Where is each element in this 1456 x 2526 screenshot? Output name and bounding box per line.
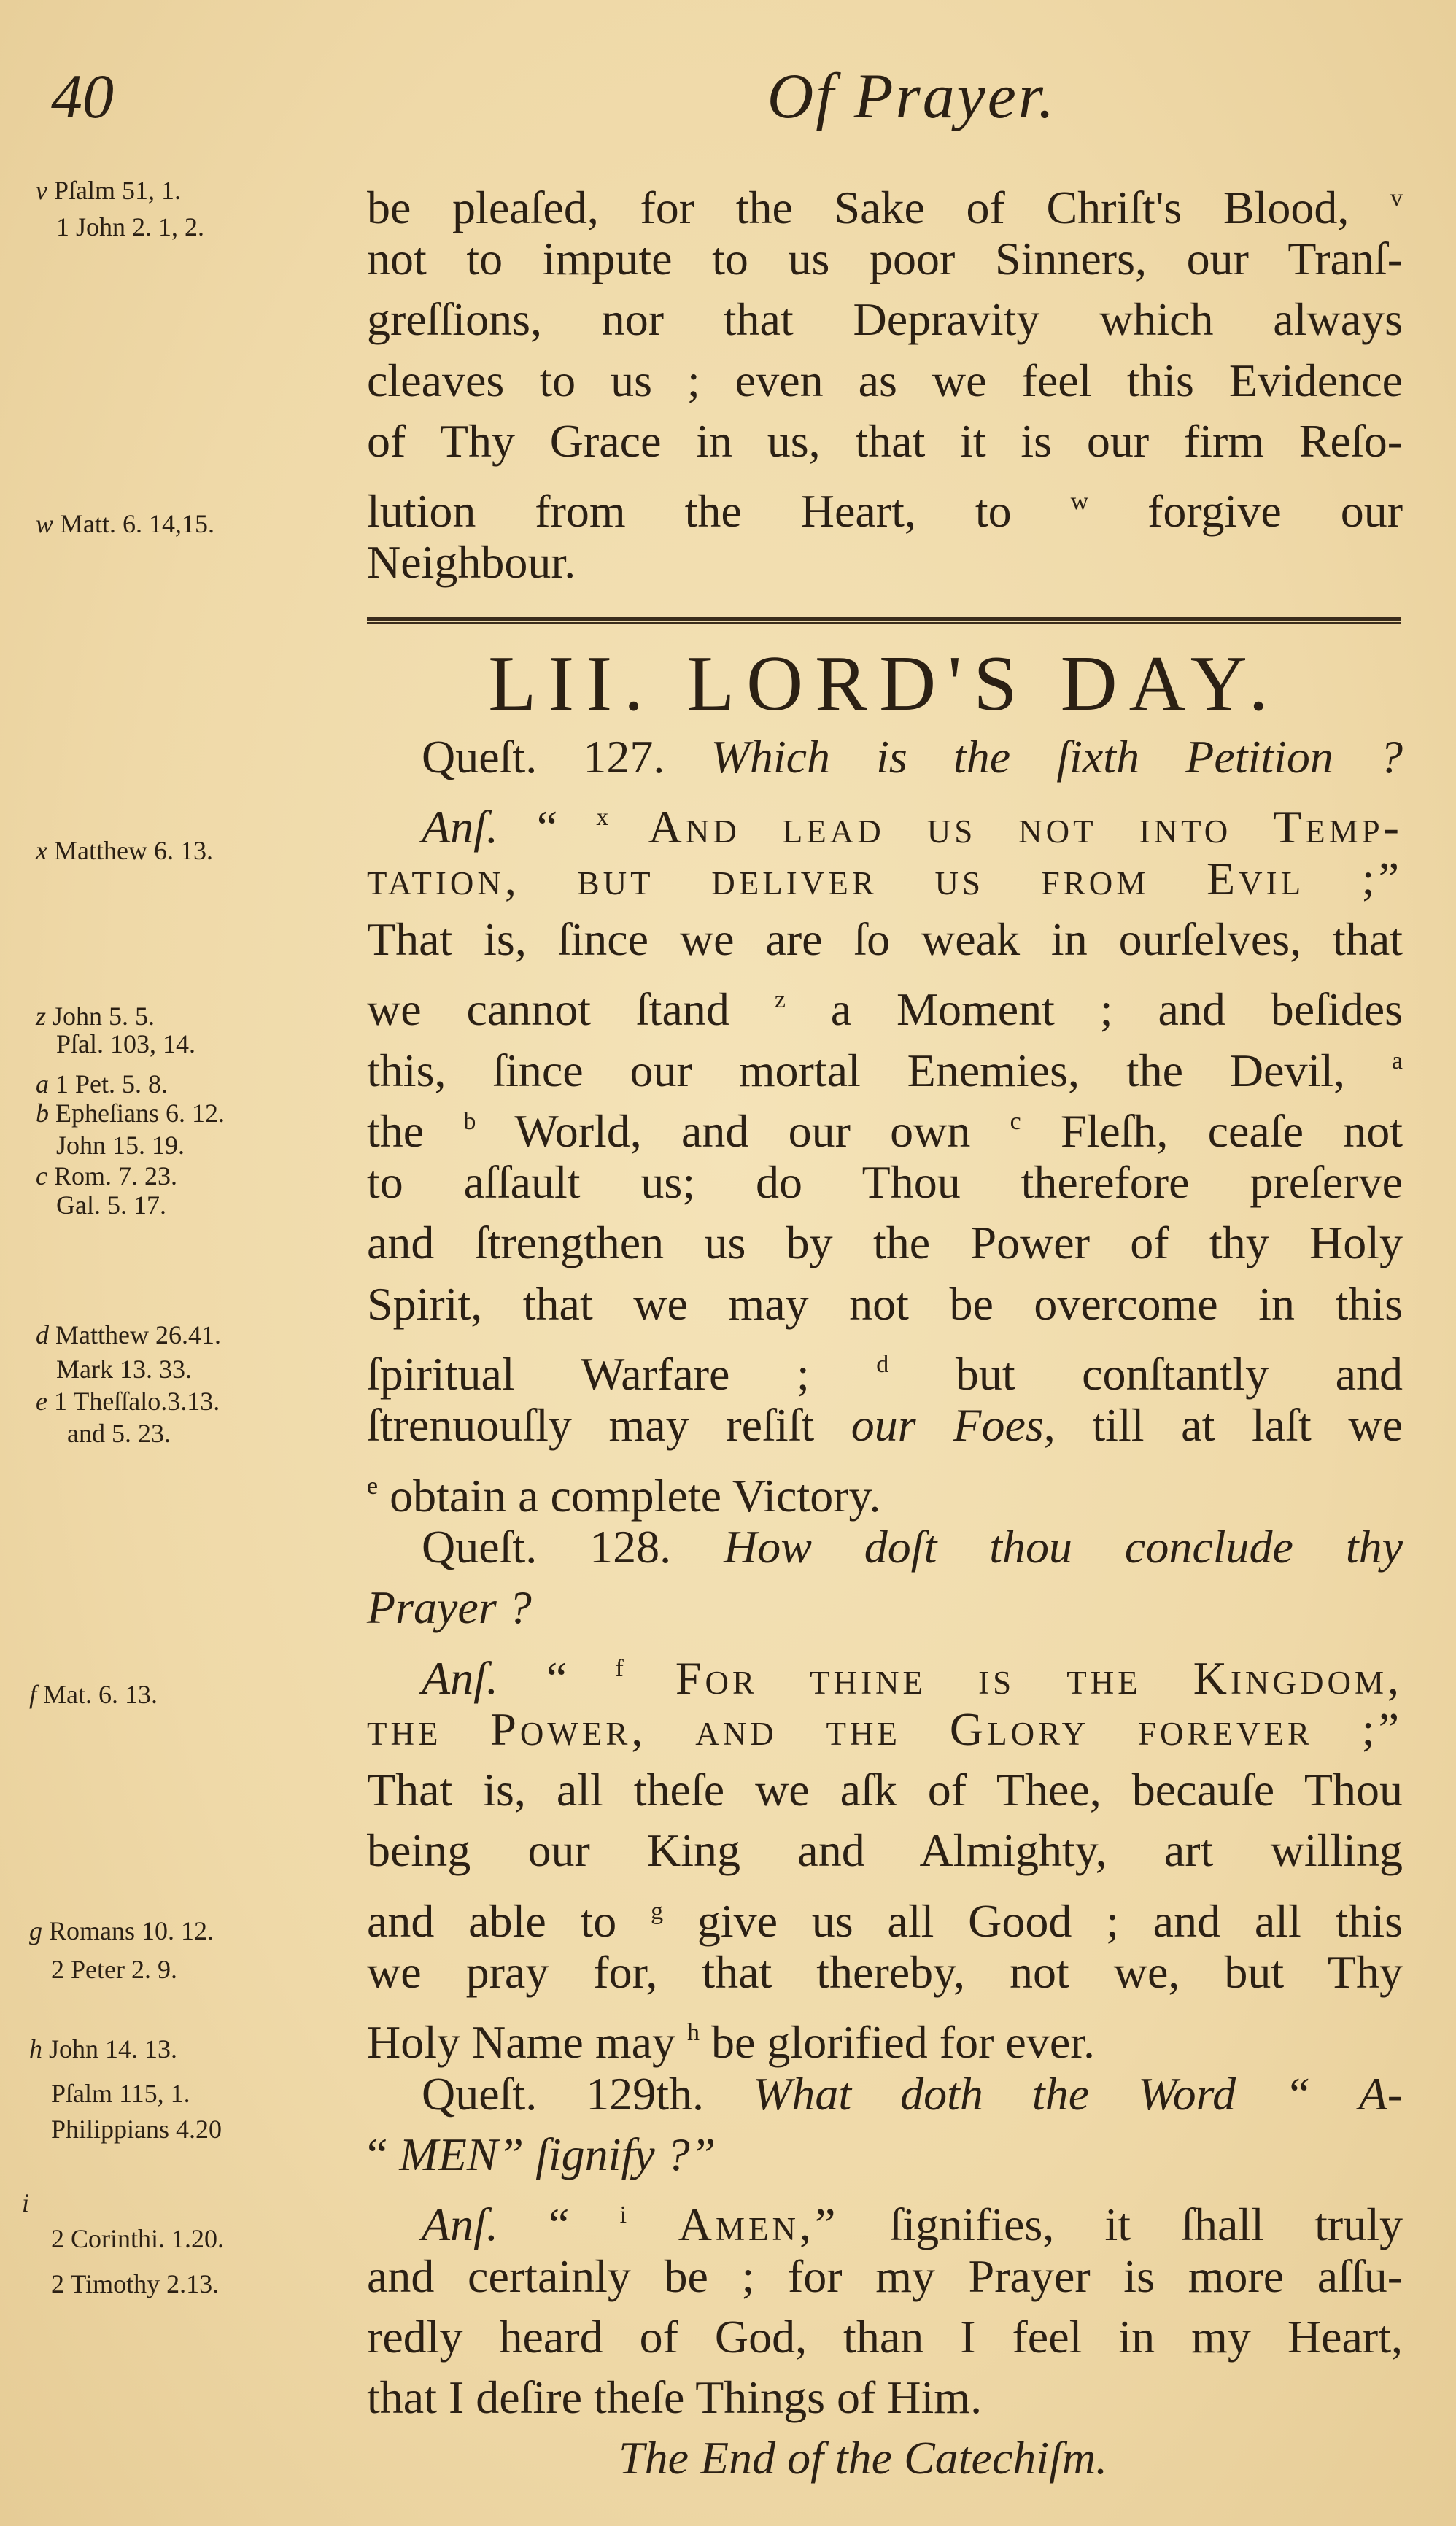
margin-note: Pſal. 103, 14. — [56, 1029, 196, 1058]
margin-note: 2 Timothy 2.13. — [51, 2269, 220, 2298]
text-segment: to aſſault us; do Thou therefore preſerve — [367, 1156, 1403, 1209]
text-segment: and certainly be ; for my Prayer is more aſſu- — [367, 2250, 1403, 2302]
text-line — [367, 2246, 1403, 2306]
text-segment: Prayer ? — [367, 1581, 532, 1634]
footnote-marker: g — [651, 1897, 664, 1925]
text-segment: a Moment ; and beſides — [785, 983, 1403, 1036]
text-line — [367, 2367, 1403, 2428]
text-line — [367, 1577, 1403, 1638]
text-segment: Anſ. — [422, 2198, 498, 2251]
text-line — [367, 1091, 1403, 1157]
footnote-marker: z — [774, 986, 786, 1014]
section-heading: LII. LORD'S DAY. — [488, 640, 1280, 727]
text-segment: Queſt. 127. — [422, 731, 711, 783]
margin-note: f Mat. 6. 13. — [29, 1680, 158, 1709]
text-segment: lution from the Heart, to — [367, 485, 1071, 537]
text-segment: , till at laſt we — [1043, 1399, 1403, 1452]
margin-note: z John 5. 5. — [36, 1002, 155, 1031]
body-text — [367, 0, 1403, 2526]
text-segment: Holy Name may — [367, 2016, 687, 2069]
text-segment: the Power, and the Glory forever ;” — [367, 1702, 1403, 1755]
margin-note: c Rom. 7. 23. — [36, 1161, 177, 1190]
text-segment: we cannot ſtand — [367, 983, 775, 1036]
text-segment: Fleſh, ceaſe not — [1021, 1104, 1403, 1157]
text-segment: obtain a complete Victory. — [378, 1469, 881, 1522]
text-line — [367, 1152, 1403, 1212]
footnote-marker: x — [596, 804, 609, 832]
margin-note: g Romans 10. 12. — [29, 1916, 214, 1945]
text-line — [367, 168, 1403, 233]
text-line — [367, 289, 1403, 349]
text-line — [367, 532, 1403, 592]
text-line — [367, 1031, 1403, 1096]
text-segment: “ — [367, 2128, 400, 2180]
footnote-marker: i — [619, 2201, 627, 2229]
text-segment: World, and our own — [476, 1104, 1010, 1157]
text-segment: greſſions, nor that Depravity which always — [367, 293, 1403, 346]
text-line — [367, 1699, 1403, 1759]
text-segment: That is, ſince we are ſo weak in ourſelves, that — [367, 913, 1403, 965]
text-line — [367, 1759, 1403, 1820]
text-segment: the — [367, 1104, 464, 1157]
text-line — [367, 1274, 1403, 1334]
margin-note: 2 Peter 2. 9. — [51, 1955, 177, 1984]
footnote-marker: e — [367, 1472, 379, 1500]
text-segment: forgive our — [1088, 485, 1403, 537]
text-line — [367, 787, 1403, 853]
text-segment: The End of the Catechiſm. — [619, 2432, 1108, 2484]
text-segment: Spirit, that we may not be overcome in this — [367, 1277, 1403, 1330]
page-number: 40 — [51, 61, 114, 131]
text-line — [367, 1881, 1403, 1947]
text-line — [367, 2064, 1403, 2124]
text-segment: of Thy Grace in us, that it is our firm Reſo- — [367, 414, 1403, 467]
margin-note: 2 Corinthi. 1.20. — [51, 2224, 225, 2253]
text-segment: but conſtantly and — [888, 1348, 1403, 1400]
text-segment: give us all Good ; and all this — [663, 1894, 1403, 1947]
text-segment: that I deſire theſe Things of Him. — [367, 2371, 983, 2424]
text-line — [367, 727, 1403, 787]
text-segment: be glorified for ever. — [700, 2016, 1095, 2069]
text-line — [367, 1516, 1403, 1577]
margin-note: d Matthew 26.41. — [36, 1320, 221, 1349]
text-segment: redly heard of God, than I feel in my Heart, — [367, 2310, 1403, 2363]
text-segment: our Foes — [851, 1399, 1044, 1452]
text-segment: “ — [497, 801, 597, 853]
text-segment: “ — [497, 2198, 620, 2251]
text-segment: Amen,” — [627, 2198, 840, 2251]
text-segment: How doſt thou conclude thy — [723, 1520, 1403, 1573]
text-segment: Which is the ſixth Petition ? — [710, 731, 1403, 783]
text-line — [367, 2428, 1403, 2488]
margin-note: John 15. 19. — [56, 1131, 185, 1160]
text-segment: Anſ. — [422, 1651, 498, 1704]
text-line — [367, 909, 1403, 969]
text-segment: MEN” ſignify ?” — [399, 2128, 716, 2180]
text-line — [367, 228, 1403, 289]
text-segment: That is, all theſe we aſk of Thee, becauſe Thou — [367, 1764, 1403, 1816]
text-line — [367, 1395, 1403, 1455]
text-segment: being our King and Almighty, art willing — [367, 1824, 1403, 1877]
margin-note: Pſalm 115, 1. — [51, 2079, 190, 2108]
text-segment: “ — [497, 1651, 616, 1704]
text-segment: not to impute to us poor Sinners, our Tranſ- — [367, 233, 1403, 285]
text-segment: cleaves to us ; even as we feel this Evidence — [367, 354, 1403, 406]
margin-note: h John 14. 13. — [29, 2034, 178, 2064]
text-segment: we pray for, that thereby, not we, but Thy — [367, 1946, 1403, 1998]
text-segment: Queſt. 128. — [422, 1520, 724, 1573]
text-segment: What doth the Word “ A- — [753, 2067, 1403, 2120]
section-divider — [367, 617, 1401, 624]
running-title: Of Prayer. — [767, 61, 1057, 132]
text-line — [367, 1212, 1403, 1273]
text-segment: and ſtrengthen us by the Power of thy Holy — [367, 1217, 1403, 1269]
text-segment: be pleaſed, for the Sake of Chriſt's Blood, — [367, 182, 1390, 233]
text-line — [367, 1820, 1403, 1880]
footnote-marker: c — [1010, 1107, 1021, 1135]
text-line — [367, 471, 1403, 537]
margin-note: a 1 Pet. 5. 8. — [36, 1069, 169, 1099]
text-line — [367, 1456, 1403, 1526]
margin-note: b Epheſians 6. 12. — [36, 1099, 225, 1128]
text-line — [367, 1334, 1403, 1400]
margin-note: Gal. 5. 17. — [56, 1190, 166, 1220]
text-line — [367, 1942, 1403, 2002]
footnote-marker: d — [876, 1351, 889, 1378]
text-line — [367, 2185, 1403, 2251]
margin-note: 1 John 2. 1, 2. — [56, 212, 205, 241]
margin-note: e 1 Theſſalo.3.13. — [36, 1387, 220, 1416]
text-segment: this, ſince our mortal Enemies, the Devil, — [367, 1044, 1392, 1096]
text-segment: ſtrenuouſly may reſiſt — [367, 1399, 851, 1452]
margin-note: i — [22, 2188, 30, 2217]
text-line — [367, 969, 1403, 1036]
text-segment: ſpiritual Warfare ; — [367, 1348, 877, 1400]
text-line — [367, 411, 1403, 471]
text-segment: ſignifies, it ſhall truly — [839, 2198, 1403, 2251]
text-segment: And lead us not into Temp- — [608, 801, 1403, 853]
margin-note: v Pſalm 51, 1. — [36, 176, 181, 205]
text-segment: For thine is the Kingdom, — [623, 1651, 1403, 1704]
text-segment: tation, but deliver us from Evil ;” — [367, 852, 1403, 904]
footnote-marker: a — [1391, 1047, 1403, 1074]
text-line — [367, 1638, 1403, 1704]
footnote-marker: f — [615, 1654, 624, 1682]
margin-note: w Matt. 6. 14,15. — [36, 509, 215, 538]
margin-note: Philippians 4.20 — [51, 2115, 222, 2144]
text-line — [367, 2124, 1403, 2185]
footnote-marker: b — [463, 1107, 476, 1135]
text-line — [367, 350, 1403, 411]
text-segment: Neighbour. — [367, 536, 576, 589]
text-segment: Anſ. — [422, 801, 498, 853]
text-line — [367, 2306, 1403, 2367]
margin-note: x Matthew 6. 13. — [36, 836, 213, 865]
text-segment: Queſt. 129th. — [422, 2067, 754, 2120]
text-segment: and able to — [367, 1894, 651, 1947]
margin-note: Mark 13. 33. — [56, 1355, 192, 1384]
text-line — [367, 2002, 1403, 2072]
text-line — [367, 848, 1403, 909]
footnote-marker: w — [1070, 488, 1089, 515]
footnote-marker: v — [1390, 185, 1403, 212]
margin-note: and 5. 23. — [67, 1419, 171, 1448]
footnote-marker: h — [687, 2019, 700, 2047]
